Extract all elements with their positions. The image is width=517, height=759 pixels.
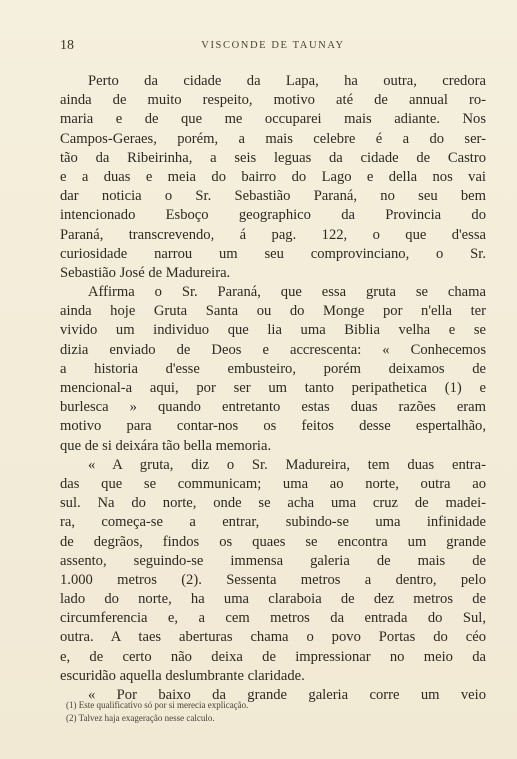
- text-line: circumferencia e, a cem metros da entrada do Sul,: [60, 610, 486, 627]
- text-line: assento, seguindo-se immensa galeria de mais de: [60, 552, 486, 569]
- text-line: Perto da cidade da Lapa, ha outra, credora: [88, 73, 486, 89]
- footnote-2: (2) Talvez haja exageração nesse calculo.: [66, 713, 215, 723]
- text-line: Affirma o Sr. Paraná, que essa gruta se chama: [88, 284, 486, 301]
- text-line: motivo para contar-nos os feitos desse espertalhão,: [60, 418, 486, 435]
- text-line: « A gruta, diz o Sr. Madureira, tem duas entra-: [88, 456, 486, 473]
- text-line: intencionado Esboço geographico da Provincia do: [60, 207, 486, 224]
- page-header: [60, 38, 486, 54]
- text-line: sul. Na do norte, onde se acha uma cruz de madei-: [60, 495, 486, 512]
- text-line: vivido um individuo que lia uma Biblia velha e se: [60, 322, 486, 339]
- text-line: ainda de muito respeito, motivo até de annual ro-: [60, 92, 486, 109]
- text-line: dar noticia o Sr. Sebastião Paraná, no seu bem: [60, 188, 486, 205]
- text-line: Sebastião José de Madureira.: [60, 264, 231, 281]
- body-text: [60, 72, 486, 705]
- text-line: outra. A taes aberturas chama o povo Portas do céo: [60, 629, 486, 646]
- text-line: curiosidade narrou um seu comprovinciano, o Sr.: [60, 245, 486, 262]
- text-line: dizia enviado de Deos e accrescenta: « Conhecemos: [60, 341, 486, 358]
- text-line: de degrãos, findos os quaes se encontra um grande: [60, 533, 486, 550]
- footnote-1: (1) Este qualificativo só por si merecia explicação.: [66, 700, 249, 710]
- text-line: a historia d'esse embusteiro, porém deixamos de: [60, 360, 486, 377]
- page-number: 18: [60, 38, 74, 53]
- text-line: das que se communicam; uma ao norte, outra ao: [60, 475, 486, 492]
- footnotes: [60, 699, 486, 725]
- text-line: 1.000 metros (2). Sessenta metros a dentro, pelo: [60, 571, 486, 588]
- text-line: ra, começa-se a entrar, subindo-se uma infinidade: [60, 514, 486, 531]
- text-line: e, de certo não deixa de impressionar no meio da: [60, 648, 486, 665]
- text-line: Campos-Geraes, porém, a mais celebre é a do ser-: [60, 130, 486, 147]
- text-line: burlesca » quando entretanto estas duas razões eram: [60, 399, 486, 416]
- text-line: tão da Ribeirinha, a seis leguas da cidade de Castro: [60, 149, 486, 166]
- text-line: escuridão aquella deslumbrante claridade.: [60, 667, 305, 684]
- text-line: ainda hoje Gruta Santa ou do Monge por n'ella ter: [60, 303, 486, 320]
- text-line: e a duas e meia do bairro do Lago e della nos vai: [60, 168, 486, 185]
- text-line: Paraná, transcrevendo, á pag. 122, o que d'essa: [60, 226, 486, 243]
- text-line: « Por baixo da grande galeria corre um veio: [88, 687, 486, 703]
- running-title: VISCONDE DE TAUNAY: [201, 40, 345, 51]
- text-line: que de si deixára tão bella memoria.: [60, 437, 272, 454]
- text-line: lado do norte, ha uma claraboia de dez metros de: [60, 591, 486, 608]
- text-line: mencional-a aqui, por ser um tanto peripathetica (1) e: [60, 380, 486, 396]
- text-line: maria e de que me occuparei mais adiante. Nos: [60, 111, 486, 128]
